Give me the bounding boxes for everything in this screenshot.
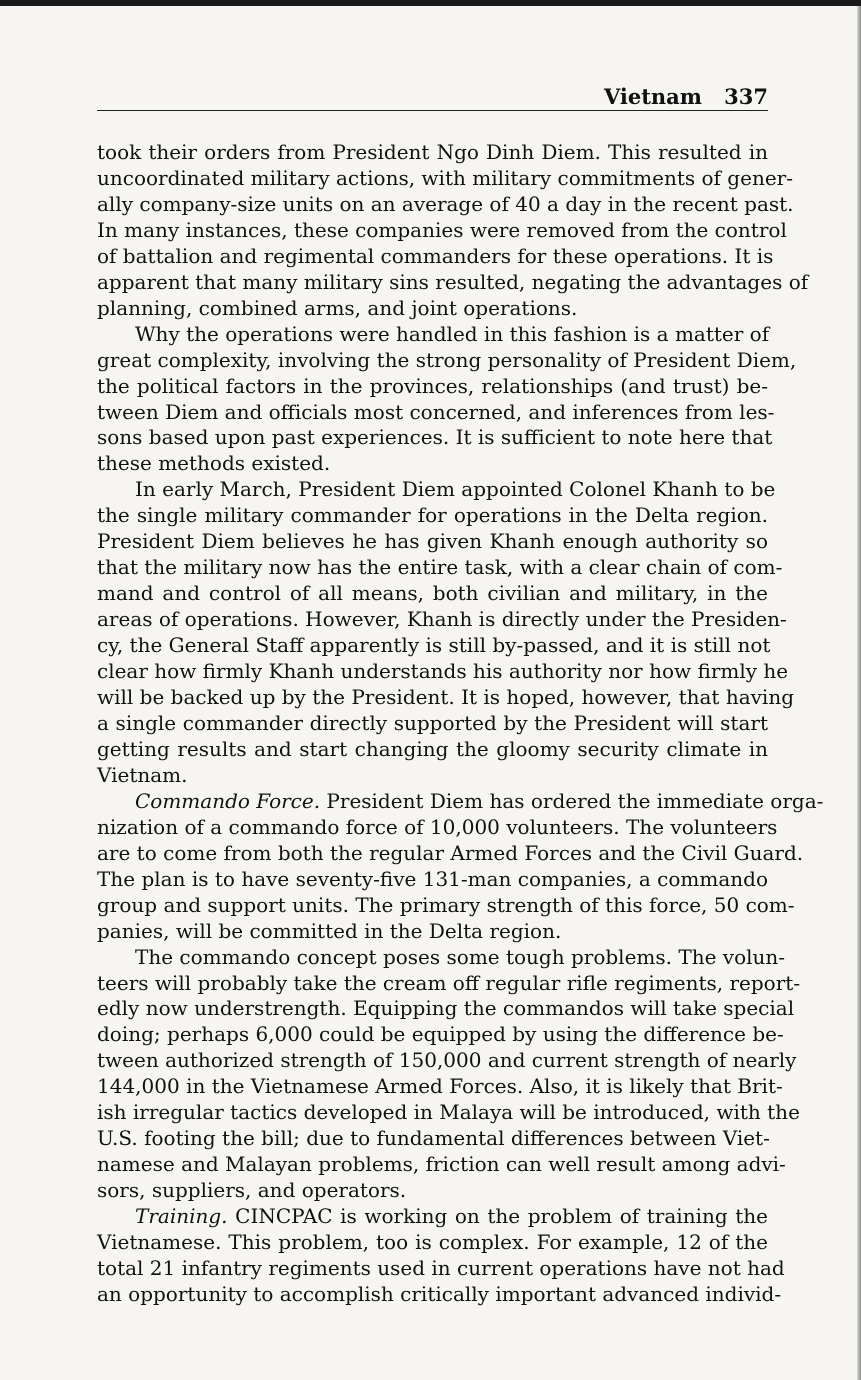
- text-line: took their orders from President Ngo Dinh Diem. This resulted in: [97, 140, 768, 164]
- text-line: are to come from both the regular Armed Forces and the Civil Guard.: [97, 840, 804, 865]
- text-line: Vietnam.: [97, 762, 188, 787]
- section-run-in-heading: Training.: [135, 1204, 228, 1229]
- section-run-in-heading: Commando Force.: [135, 788, 321, 813]
- page-right-edge: [857, 6, 861, 1380]
- text-line: The commando concept poses some tough problems. The volun-: [135, 944, 786, 969]
- paragraph-training: [97, 1204, 785, 1308]
- text-line: nization of a commando force of 10,000 volunteers. The volunteers: [97, 814, 778, 839]
- text-line: In many instances, these companies were removed from the control: [97, 217, 787, 242]
- text-line: President Diem believes he has given Khanh enough authority so: [97, 529, 768, 554]
- text-line: will be backed up by the President. It is hoped, however, that having: [97, 685, 795, 710]
- text-line: apparent that many military sins resulted, negating the advantages of: [97, 269, 809, 294]
- text-line: Why the operations were handled in this fashion is a matter of: [135, 321, 770, 346]
- text-run: CINCPAC is working on the problem of training the: [227, 1204, 768, 1229]
- text-line: sons based upon past experiences. It is sufficient to note here that: [97, 425, 773, 450]
- text-line: In early March, President Diem appointed Colonel Khanh to be: [135, 477, 776, 502]
- paragraph-5: [97, 944, 801, 1205]
- text-line: edly now understrength. Equipping the commandos will take special: [97, 996, 795, 1021]
- paragraph-commando-force: [97, 788, 824, 945]
- text-line: an opportunity to accomplish critically important advanced individ-: [97, 1281, 782, 1306]
- text-line: areas of operations. However, Khanh is directly under the Presiden-: [97, 607, 787, 632]
- text-line: a single commander directly supported by the President will start: [97, 710, 768, 735]
- text-line: clear how firmly Khanh understands his authority nor how firmly he: [97, 659, 789, 684]
- text-line: ally company-size units on an average of 40 a day in the recent past.: [97, 191, 794, 216]
- body-text: [97, 140, 824, 1308]
- text-line: [97, 788, 824, 815]
- text-line: The plan is to have seventy-five 131-man companies, a commando: [97, 866, 768, 891]
- text-line: namese and Malayan problems, friction can well result among advi-: [97, 1152, 786, 1177]
- text-line: doing; perhaps 6,000 could be equipped by using the difference be-: [97, 1022, 784, 1047]
- running-header: [97, 82, 768, 111]
- text-line: cy, the General Staff apparently is still by-passed, and it is still not: [97, 633, 771, 658]
- text-line: ish irregular tactics developed in Malaya will be introduced, with the: [97, 1100, 800, 1125]
- text-line: teers will probably take the cream off regular rifle regiments, report-: [97, 970, 801, 995]
- text-line: Vietnamese. This problem, too is complex. For example, 12 of the: [97, 1230, 768, 1255]
- text-line: group and support units. The primary strength of this force, 50 com-: [97, 892, 795, 917]
- text-line: 144,000 in the Vietnamese Armed Forces. Also, it is likely that Brit-: [97, 1074, 783, 1099]
- running-header-title: Vietnam: [603, 84, 702, 109]
- page-number: 337: [724, 84, 768, 109]
- paragraph-3: [97, 477, 795, 788]
- text-line: sors, suppliers, and operators.: [97, 1178, 407, 1203]
- text-line: mand and control of all means, both civilian and military, in the: [97, 581, 768, 606]
- text-line: tween authorized strength of 150,000 and current strength of nearly: [97, 1048, 797, 1073]
- text-line: the political factors in the provinces, relationships (and trust) be-: [97, 373, 768, 398]
- text-line: uncoordinated military actions, with military commitments of gener-: [97, 165, 793, 190]
- text-line: getting results and start changing the gloomy security climate in: [97, 736, 768, 761]
- paragraph-1: [97, 140, 809, 322]
- text-line: U.S. footing the bill; due to fundamental differences between Viet-: [97, 1126, 770, 1151]
- text-line: planning, combined arms, and joint operations.: [97, 295, 578, 320]
- text-line: that the military now has the entire task, with a clear chain of com-: [97, 555, 783, 580]
- text-line: tween Diem and officials most concerned, and inferences from les-: [97, 399, 775, 424]
- text-line: these methods existed.: [97, 451, 331, 476]
- text-line: the single military commander for operations in the Delta region.: [97, 503, 768, 528]
- text-line: [97, 1204, 768, 1230]
- text-line: great complexity, involving the strong personality of President Diem,: [97, 347, 797, 372]
- text-line: of battalion and regimental commanders for these operations. It is: [97, 243, 774, 268]
- paragraph-2: [97, 321, 797, 478]
- page-top-edge: [0, 0, 861, 6]
- text-line: total 21 infantry regiments used in current operations have not had: [97, 1255, 785, 1280]
- text-line: panies, will be committed in the Delta region.: [97, 918, 562, 943]
- text-run: President Diem has ordered the immediate orga-: [320, 788, 824, 813]
